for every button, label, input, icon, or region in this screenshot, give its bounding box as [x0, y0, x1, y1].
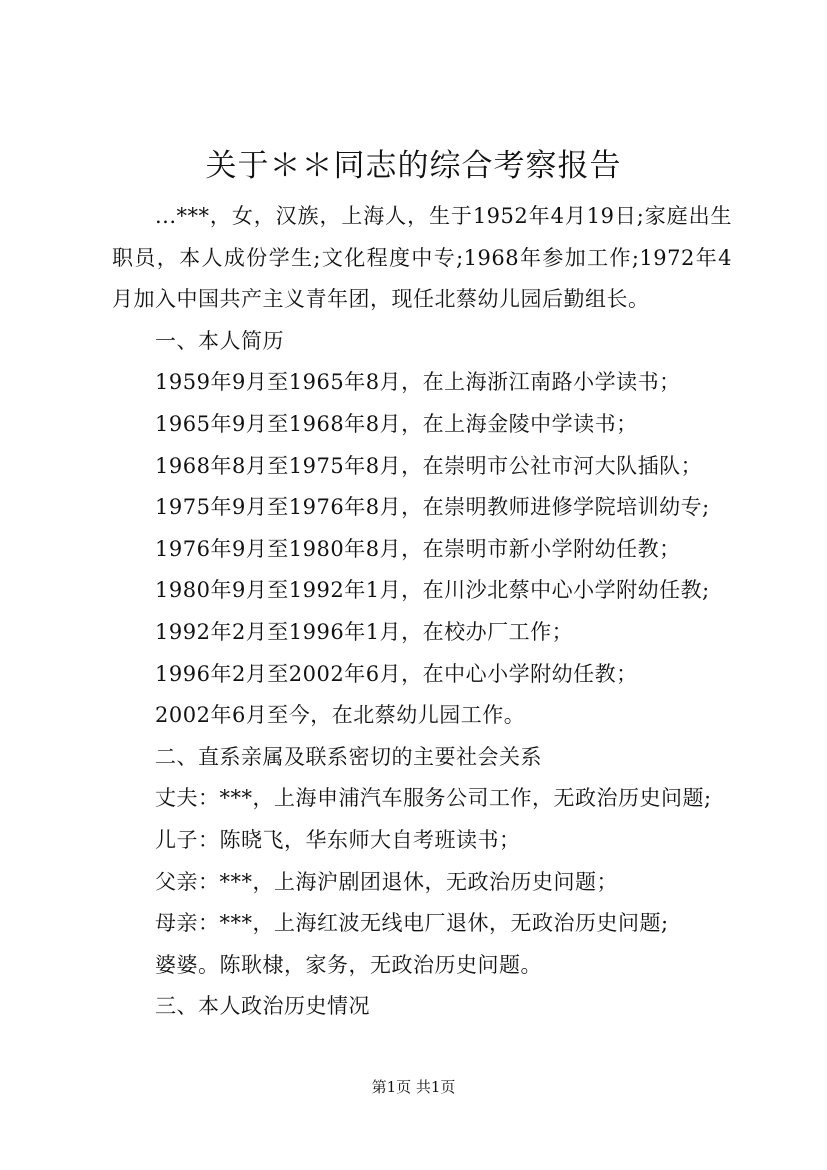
document-body	[112, 196, 732, 1028]
page-number-footer: 第1页 共1页	[371, 1078, 456, 1096]
section-heading-relations: 二、直系亲属及联系密切的主要社会关系	[155, 744, 542, 769]
relation-line: 丈夫：***，上海申浦汽车服务公司工作，无政治历史问题;	[155, 786, 712, 811]
resume-line: 1992年2月至1996年1月，在校办厂工作；	[155, 619, 574, 644]
resume-line: 1980年9月至1992年1月，在川沙北蔡中心小学附幼任教;	[155, 578, 710, 603]
intro-paragraph: ...***，女，汉族，上海人，生于1952年4月19日;家庭出生职员，本人成份学生;文化程度中专;1968年参加工作;1972年4月加入中国共产主义青年团，现任北蔡幼儿园后勤组长。	[112, 204, 732, 312]
resume-line: 1976年9月至1980年8月，在崇明市新小学附幼任教；	[155, 536, 681, 561]
resume-line: 1965年9月至1968年8月，在上海金陵中学读书；	[155, 411, 638, 436]
relation-line: 婆婆。陈耿棣，家务，无政治历史问题。	[155, 952, 542, 977]
resume-line: 1959年9月至1965年8月，在上海浙江南路小学读书；	[155, 370, 681, 395]
section-heading-political-history: 三、本人政治历史情况	[155, 994, 370, 1019]
resume-line: 2002年6月至今，在北蔡幼儿园工作。	[155, 703, 526, 728]
document-title: 关于＊＊同志的综合考察报告	[205, 148, 622, 184]
resume-line: 1996年2月至2002年6月，在中心小学附幼任教；	[155, 661, 638, 686]
relation-line: 母亲：***，上海红波无线电厂退休，无政治历史问题;	[155, 911, 669, 936]
relation-line: 父亲：***，上海沪剧团退休，无政治历史问题；	[155, 869, 618, 894]
resume-line: 1975年9月至1976年8月，在崇明教师进修学院培训幼专;	[155, 495, 710, 520]
section-heading-resume: 一、本人简历	[155, 328, 284, 353]
resume-line: 1968年8月至1975年8月，在崇明市公社市河大队插队；	[155, 453, 703, 478]
relation-line: 儿子：陈晓飞，华东师大自考班读书；	[155, 827, 521, 852]
